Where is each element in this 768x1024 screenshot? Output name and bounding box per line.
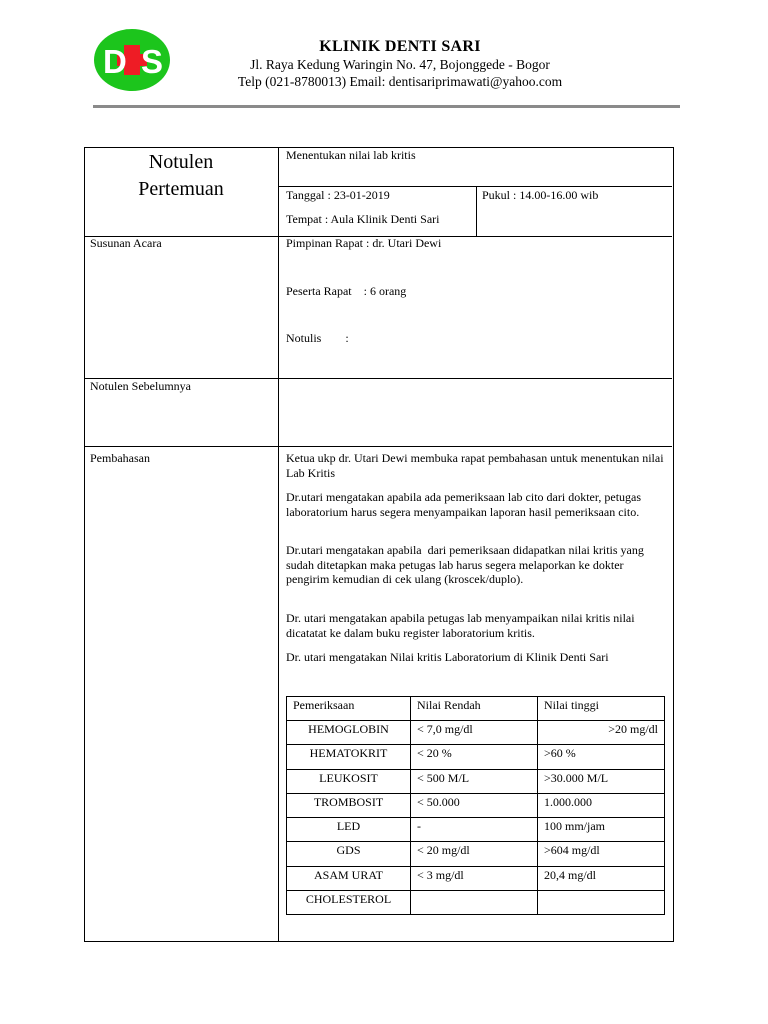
minutes-title-line1: Notulen: [148, 151, 214, 173]
agenda-label: Susunan Acara: [90, 236, 162, 250]
low-value: < 20 mg/dl: [411, 842, 538, 866]
discussion-paragraph: Dr.utari mengatakan apabila dari pemeriksaan didapatkan nilai kritis yang sudah ditetapkan maka petugas lab harus segera melaporkan ke dokter pengirim kemudian di cek ulang (kroscek/duplo).: [286, 543, 647, 587]
table-row: [287, 769, 665, 793]
test-name: LED: [287, 818, 411, 842]
lab-critical-values-table: [286, 696, 665, 915]
table-row: [287, 842, 665, 866]
minutes-title-line2: Pertemuan: [138, 178, 224, 200]
meeting-date: Tanggal : 23-01-2019: [286, 188, 390, 202]
row-divider-topic: [278, 186, 672, 187]
table-header: Nilai Rendah: [411, 697, 538, 721]
low-value: < 3 mg/dl: [411, 866, 538, 890]
discussion-paragraph: Dr. utari mengatakan apabila petugas lab menyampaikan nilai kritis nilai dicatatat ke dalam buku register laboratorium kritis.: [286, 611, 635, 640]
test-name: CHOLESTEROL: [287, 890, 411, 914]
low-value: -: [411, 818, 538, 842]
table-row: [287, 721, 665, 745]
high-value: >20 mg/dl: [538, 721, 665, 745]
low-value: < 50.000: [411, 793, 538, 817]
clinic-address: Jl. Raya Kedung Waringin No. 47, Bojonggede - Bogor: [250, 57, 550, 72]
table-row: [287, 890, 665, 914]
low-value: [411, 890, 538, 914]
previous-minutes-label: Notulen Sebelumnya: [90, 379, 191, 393]
meeting-chair: Pimpinan Rapat : dr. Utari Dewi: [286, 236, 442, 250]
discussion-paragraph: Dr. utari mengatakan Nilai kritis Laboratorium di Klinik Denti Sari: [286, 650, 609, 664]
high-value: >30.000 M/L: [538, 769, 665, 793]
meeting-notetaker: Notulis :: [286, 331, 349, 345]
high-value: 100 mm/jam: [538, 818, 665, 842]
clinic-name: KLINIK DENTI SARI: [319, 38, 481, 55]
test-name: GDS: [287, 842, 411, 866]
high-value: [538, 890, 665, 914]
low-value: < 20 %: [411, 745, 538, 769]
meeting-participants: Peserta Rapat : 6 orang: [286, 284, 407, 298]
discussion-paragraph: Ketua ukp dr. Utari Dewi membuka rapat pembahasan untuk menentukan nilai Lab Kritis: [286, 451, 664, 480]
table-row: [287, 818, 665, 842]
high-value: 20,4 mg/dl: [538, 866, 665, 890]
table-header-row: [287, 697, 665, 721]
test-name: ASAM URAT: [287, 866, 411, 890]
row-divider-discussion: [84, 446, 672, 447]
test-name: HEMATOKRIT: [287, 745, 411, 769]
table-row: [287, 866, 665, 890]
high-value: >604 mg/dl: [538, 842, 665, 866]
high-value: 1.000.000: [538, 793, 665, 817]
table-header: Nilai tinggi: [538, 697, 665, 721]
clinic-contact: Telp (021-8780013) Email: dentisariprimawati@yahoo.com: [237, 74, 563, 89]
clinic-logo: [93, 28, 171, 92]
test-name: LEUKOSIT: [287, 769, 411, 793]
discussion-label: Pembahasan: [90, 451, 150, 465]
test-name: HEMOGLOBIN: [287, 721, 411, 745]
meeting-time: Pukul : 14.00-16.00 wib: [482, 188, 599, 202]
table-row: [287, 745, 665, 769]
header-divider: [93, 105, 680, 108]
table-row: [287, 793, 665, 817]
minutes-column-divider: [278, 147, 279, 941]
meeting-topic: Menentukan nilai lab kritis: [286, 148, 416, 162]
high-value: >60 %: [538, 745, 665, 769]
table-header: Pemeriksaan: [287, 697, 411, 721]
low-value: < 7,0 mg/dl: [411, 721, 538, 745]
logo-letter-s: S: [141, 43, 164, 80]
test-name: TROMBOSIT: [287, 793, 411, 817]
meeting-place: Tempat : Aula Klinik Denti Sari: [286, 212, 440, 226]
discussion-paragraph: Dr.utari mengatakan apabila ada pemeriksaan lab cito dari dokter, petugas laboratorium harus segera menyampaikan laporan hasil pemeriksaan cito.: [286, 490, 642, 519]
date-time-divider: [476, 186, 477, 236]
low-value: < 500 M/L: [411, 769, 538, 793]
logo-letter-d: D: [103, 43, 127, 80]
